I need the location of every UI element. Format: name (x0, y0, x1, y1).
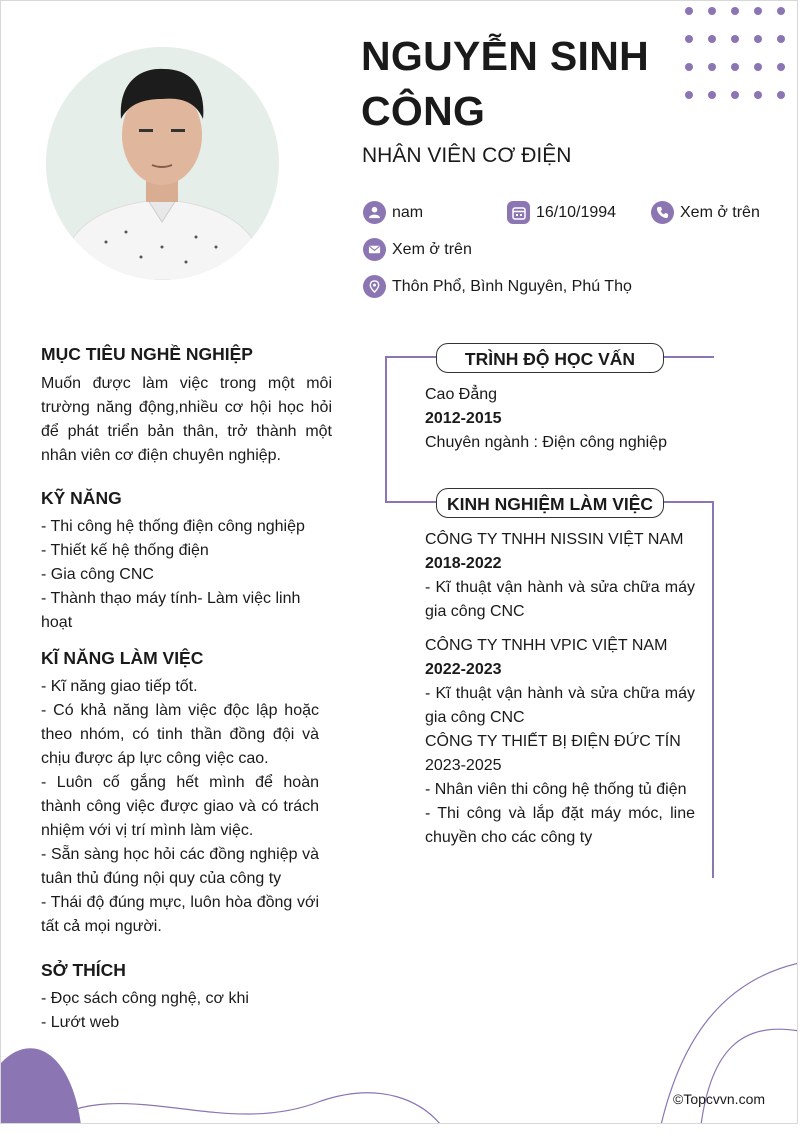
avatar (46, 47, 279, 280)
job-company: CÔNG TY THIẾT BỊ ĐIỆN ĐỨC TÍN (425, 733, 681, 750)
skills-heading: KỸ NĂNG (41, 488, 122, 508)
name-line-1: NGUYỄN SINH (361, 33, 650, 79)
list-item: - Đọc sách công nghệ, cơ khi (41, 990, 249, 1007)
job-description: - Kĩ thuật vận hành và sửa chữa máy gia công CNC (425, 685, 695, 726)
list-item: - Lướt web (41, 1014, 120, 1031)
birthday-info (507, 201, 616, 224)
email-info (363, 238, 472, 261)
job-description: - Thi công và lắp đặt máy móc, line chuyền cho các công ty (425, 805, 695, 846)
list-item: - Thi công hệ thống điện công nghiệp (41, 518, 305, 535)
copyright: ©Topcvvn.com (673, 1091, 766, 1107)
job-entry (425, 730, 695, 850)
list-item: - Thành thạo máy tính- Làm việc linh hoạt (41, 590, 301, 631)
address-info (363, 275, 632, 298)
timeline-line (663, 501, 714, 503)
job-years: 2022-2023 (425, 661, 502, 678)
job-entry (425, 528, 695, 624)
objective-heading: MỤC TIÊU NGHỀ NGHIỆP (41, 344, 253, 364)
candidate-name (361, 29, 649, 139)
hobbies-heading: SỞ THÍCH (41, 960, 126, 980)
job-years: 2023-2025 (425, 757, 502, 774)
skills-list (41, 515, 321, 635)
work-skills-list (41, 675, 319, 939)
email-icon (363, 238, 386, 261)
experience-heading: KINH NGHIỆM LÀM VIỆC (436, 488, 664, 518)
education-heading: TRÌNH ĐỘ HỌC VẤN (436, 343, 664, 373)
timeline-line (385, 356, 437, 358)
job-description: - Kĩ thuật vận hành và sửa chữa máy gia công CNC (425, 579, 695, 620)
education-years: 2012-2015 (425, 410, 502, 427)
objective-text: Muốn được làm việc trong một môi trường năng động,nhiều cơ hội học hỏi để phát triển bản thân, trở thành một nhân viên cơ điện chuyên nghiệp. (41, 375, 332, 464)
list-item: - Có khả năng làm việc độc lập hoặc theo nhóm, có tinh thần đồng đội và chịu được áp lực công việc cao. (41, 702, 319, 767)
job-company: CÔNG TY TNHH VPIC VIỆT NAM (425, 637, 668, 654)
calendar-icon (507, 201, 530, 224)
job-entry (425, 634, 695, 730)
gender-info (363, 201, 423, 224)
address-value: Thôn Phổ, Bình Nguyên, Phú Thọ (392, 277, 632, 295)
job-years: 2018-2022 (425, 555, 502, 572)
birthday-value: 16/10/1994 (536, 203, 617, 221)
name-line-2: CÔNG (361, 88, 486, 134)
phone-value: Xem ở trên (680, 203, 760, 221)
person-icon (363, 201, 386, 224)
email-value: Xem ở trên (392, 240, 472, 258)
timeline-line (712, 501, 714, 878)
list-item: - Thiết kế hệ thống điện (41, 542, 209, 559)
timeline-line (385, 356, 387, 503)
job-title: NHÂN VIÊN CƠ ĐIỆN (362, 144, 572, 167)
education-school: Cao Đẳng (425, 386, 498, 403)
list-item: - Sẵn sàng học hỏi các đồng nghiệp và tuân thủ đúng nội quy của công ty (41, 846, 319, 887)
job-description: - Nhân viên thi công hệ thống tủ điện (425, 781, 687, 798)
timeline-line (385, 501, 437, 503)
list-item: - Thái độ đúng mực, luôn hòa đồng với tất cả mọi người. (41, 894, 319, 935)
list-item: - Kĩ năng giao tiếp tốt. (41, 678, 198, 695)
gender-value: nam (392, 203, 424, 221)
list-item: - Gia công CNC (41, 566, 154, 583)
phone-icon (651, 201, 674, 224)
list-item: - Luôn cố gắng hết mình để hoàn thành công việc được giao và có trách nhiệm với vị trí mình làm việc. (41, 774, 319, 839)
education-block (425, 383, 700, 455)
location-pin-icon (363, 275, 386, 298)
phone-info (651, 201, 760, 224)
education-major: Chuyên ngành : Điện công nghiệp (425, 434, 667, 451)
job-company: CÔNG TY TNHH NISSIN VIỆT NAM (425, 531, 684, 548)
work-skills-heading: KĨ NĂNG LÀM VIỆC (41, 648, 204, 668)
timeline-line (663, 356, 714, 358)
